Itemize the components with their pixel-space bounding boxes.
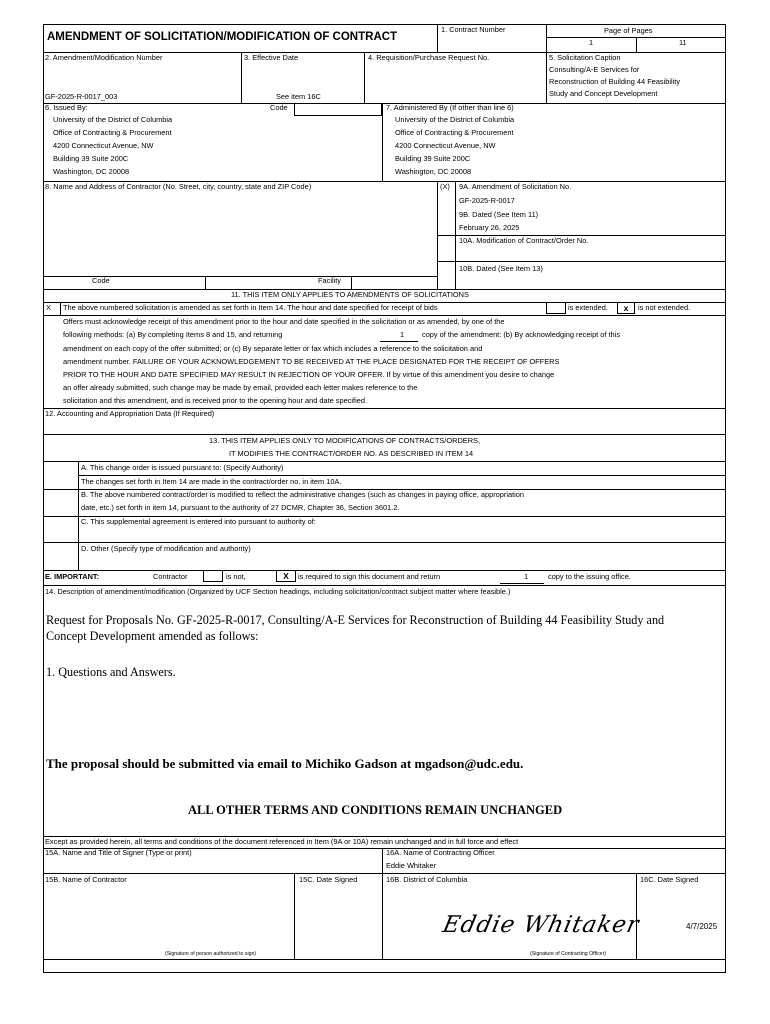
item13-b-line-2: date, etc.) set forth in item 14, pursuant to the authority of 27 DCMR, Chapter 36, Section 3601.2. xyxy=(81,503,400,512)
item13-d: D. Other (Specify type of modification and authority) xyxy=(81,544,251,553)
is-required-label: is required to sign this document and return xyxy=(298,572,441,581)
item11-line-3a: following methods: (a) By completing Items 8 and 15, and returning xyxy=(63,330,283,339)
description-label: 14. Description of amendment/modification (Organized by UCF Section headings, including solicitation/contract subject matter where feasible.) xyxy=(45,587,511,596)
contractor-signature-caption: (Signature of person authorized to sign) xyxy=(165,951,257,957)
contractor-name-label: 15B. Name of Contractor xyxy=(45,875,127,884)
signer-name-label: 15A. Name and Title of Signer (Type or print) xyxy=(45,848,192,857)
page-count: 11 xyxy=(679,38,687,47)
item11-line-2: Offers must acknowledge receipt of this amendment prior to the hour and date specified in the solicitation or as amended, by one of the xyxy=(63,317,505,326)
accounting-data-label: 12. Accounting and Appropriation Data (If Required) xyxy=(45,409,215,418)
issued-by-code-label: Code xyxy=(270,103,288,112)
issued-by-line: Washington, DC 20008 xyxy=(53,167,130,176)
amendment-number-value: GF-2025-R-0017_003 xyxy=(45,92,118,101)
item11-line-8: solicitation and this amendment, and is received prior to the opening hour and date specified. xyxy=(63,396,368,405)
page-of-pages-label: Page of Pages xyxy=(604,26,653,35)
issued-by-code-box[interactable] xyxy=(294,103,382,116)
extended-label: is extended. xyxy=(568,303,608,312)
x-column-label: (X) xyxy=(440,182,450,191)
amendment-of-solicitation-value: GF-2025-R-0017 xyxy=(459,196,515,205)
terms-unchanged: ALL OTHER TERMS AND CONDITIONS REMAIN UNCHANGED xyxy=(188,803,563,817)
page-number: 1 xyxy=(589,38,594,47)
caption-line-2: Reconstruction of Building 44 Feasibility xyxy=(549,77,681,86)
administered-by-label: 7. Administered By (If other than line 6) xyxy=(386,103,514,112)
item11-copies-number: 1 xyxy=(400,330,405,339)
item11-line-1: The above numbered solicitation is amended as set forth in Item 14. The hour and date specified for receipt of bids xyxy=(63,303,438,312)
not-extended-label: is not extended. xyxy=(638,303,691,312)
item13-header-2: IT MODIFIES THE CONTRACT/ORDER NO. AS DESCRIBED IN ITEM 14 xyxy=(229,449,474,458)
form-title: AMENDMENT OF SOLICITATION/MODIFICATION OF CONTRACT xyxy=(47,31,398,43)
administered-by-line: 4200 Connecticut Avenue, NW xyxy=(395,141,496,150)
issued-by-label: 6. Issued By: xyxy=(45,103,88,112)
description-paragraph-1a: Request for Proposals No. GF-2025-R-0017, Consulting/A-E Services for Reconstruction of Building 44 Feasibility Study and xyxy=(46,613,665,627)
item13-a-line-2: The changes set forth in Item 14 are made in the contract/order no. in item 10A. xyxy=(81,477,342,486)
contract-number-label: 1. Contract Number xyxy=(441,25,506,34)
administered-by-line: University of the District of Columbia xyxy=(395,115,515,124)
issued-by-line: Building 39 Suite 200C xyxy=(53,154,129,163)
extended-checkbox[interactable] xyxy=(546,302,566,314)
effective-date-label: 3. Effective Date xyxy=(244,53,299,62)
important-contractor: Contractor xyxy=(153,572,188,581)
item11-line-3b: copy of the amendment: (b) By acknowledging receipt of this xyxy=(422,330,621,339)
officer-date-signed-value: 4/7/2025 xyxy=(686,922,718,931)
solicitation-dated-value: February 26, 2025 xyxy=(459,223,520,232)
description-paragraph-1b: Concept Development amended as follows: xyxy=(46,629,259,643)
contractor-label: 8. Name and Address of Contractor (No. Street, city, country, state and ZIP Code) xyxy=(45,182,312,191)
modification-of-contract-label: 10A. Modification of Contract/Order No. xyxy=(459,236,589,245)
modification-dated-label: 10B. Dated (See Item 13) xyxy=(459,264,543,273)
important-label: E. IMPORTANT: xyxy=(45,572,100,581)
item13-header-1: 13. THIS ITEM APPLIES ONLY TO MODIFICATIONS OF CONTRACTS/ORDERS, xyxy=(209,436,481,445)
officer-signature-caption: (Signature of Contracting Officer) xyxy=(530,951,607,957)
item13-a-line-1: A. This change order is issued pursuant to: (Specify Authority) xyxy=(81,463,284,472)
effective-date-value: See item 16C xyxy=(276,92,321,101)
contractor-facility-label: Facility xyxy=(318,276,341,285)
description-paragraph-2: 1. Questions and Answers. xyxy=(46,665,176,679)
is-required-checkbox[interactable]: X xyxy=(276,570,296,582)
issued-by-line: 4200 Connecticut Avenue, NW xyxy=(53,141,154,150)
is-not-label: is not, xyxy=(226,572,246,581)
item11-header: 11. THIS ITEM ONLY APPLIES TO AMENDMENTS OF SOLICITATIONS xyxy=(231,290,469,299)
administered-by-line: Office of Contracting & Procurement xyxy=(395,128,514,137)
amendment-number-label: 2. Amendment/Modification Number xyxy=(45,53,163,62)
district-label: 16B. District of Columbia xyxy=(386,875,468,884)
administered-by-line: Building 39 Suite 200C xyxy=(395,154,471,163)
caption-line-1: Consulting/A-E Services for xyxy=(549,65,640,74)
contractor-date-signed-label: 15C. Date Signed xyxy=(299,875,358,884)
administered-by-line: Washington, DC 20008 xyxy=(395,167,472,176)
caption-line-3: Study and Concept Development xyxy=(549,89,658,98)
item11-line-5: amendment number. FAILURE OF YOUR ACKNOWLEDGEMENT TO BE RECEIVED AT THE PLACE DESIGNATED FOR THE RECEIPT OF OFFERS xyxy=(63,357,560,366)
contractor-code-label: Code xyxy=(92,276,110,285)
officer-date-signed-label: 16C. Date Signed xyxy=(640,875,699,884)
solicitation-dated-label: 9B. Dated (See Item 11) xyxy=(459,210,539,219)
not-extended-checkbox[interactable]: x xyxy=(617,302,635,314)
is-not-checkbox[interactable] xyxy=(203,570,223,582)
solicitation-caption-label: 5. Solicitation Caption xyxy=(549,53,621,62)
amendment-of-solicitation-label: 9A. Amendment of Solicitation No. xyxy=(459,182,572,191)
contracting-officer-label: 16A. Name of Contracting Officer xyxy=(386,848,495,857)
item13-b-line-1: B. The above numbered contract/order is modified to reflect the administrative changes (such as changes in paying office, appropriation xyxy=(81,490,525,499)
issued-by-line: University of the District of Columbia xyxy=(53,115,173,124)
requisition-label: 4. Requisition/Purchase Request No. xyxy=(368,53,490,62)
except-clause: Except as provided herein, all terms and conditions of the document referenced in Item (9A or 10A) remain unchanged and in full force and effect xyxy=(45,837,519,846)
officer-signature: Eddie Whitaker xyxy=(440,912,642,938)
item11-line-7: an offer already submitted, such change may be made by email, provided each letter makes reference to the xyxy=(63,383,418,392)
copy-to-office-label: copy to the issuing office. xyxy=(548,572,631,581)
return-copies-number: 1 xyxy=(524,572,529,581)
submission-instruction: The proposal should be submitted via email to Michiko Gadson at mgadson@udc.edu. xyxy=(46,756,524,771)
item11-line-6: PRIOR TO THE HOUR AND DATE SPECIFIED MAY RESULT IN REJECTION OF YOUR OFFER. If by virtue of this amendment you desire to change xyxy=(63,370,555,379)
contracting-officer-name: Eddie Whitaker xyxy=(386,861,437,870)
item11-x-mark: X xyxy=(46,303,51,312)
item11-line-4: amendment on each copy of the offer submitted; or (c) By separate letter or fax which includes a reference to the solicitation and xyxy=(63,344,483,353)
issued-by-line: Office of Contracting & Procurement xyxy=(53,128,172,137)
item13-c: C. This supplemental agreement is entered into pursuant to authority of: xyxy=(81,517,316,526)
